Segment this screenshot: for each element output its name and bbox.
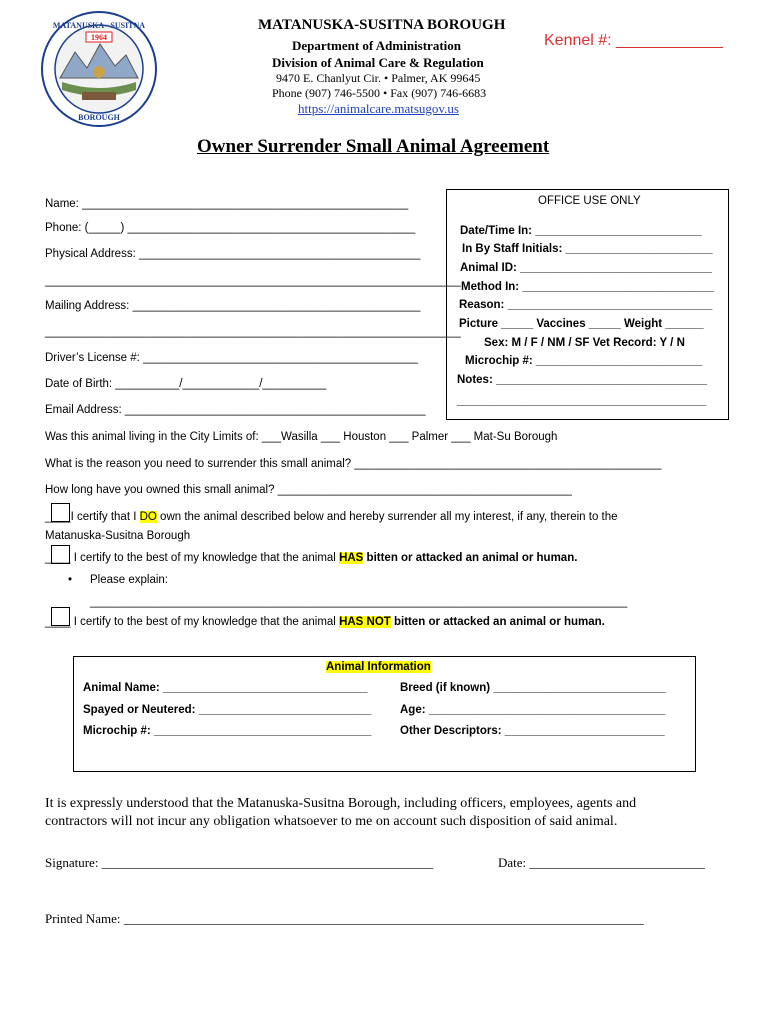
office-notes[interactable]: Notes: _________________________________ <box>457 374 708 386</box>
surrender-reason-question[interactable]: What is the reason you need to surrender this small animal? ________________________________________________ <box>45 458 662 470</box>
certify-not-bitten-highlight: HAS NOT <box>339 616 391 628</box>
office-notes-line2[interactable]: _______________________________________ <box>457 395 707 407</box>
certify-bitten-prefix: ____ I certify to the best of my knowledge that the animal <box>45 552 340 564</box>
mailing-address-field[interactable]: Mailing Address: _____________________________________________ <box>45 300 421 312</box>
office-datetime-in[interactable]: Date/Time In: __________________________ <box>460 225 702 237</box>
animal-name-field[interactable]: Animal Name: ________________________________ <box>83 682 368 694</box>
email-field[interactable]: Email Address: _______________________________________________ <box>45 404 426 416</box>
office-staff-initials[interactable]: In By Staff Initials: _______________________ <box>462 243 713 255</box>
department: Department of Administration <box>292 38 461 53</box>
age-field[interactable]: Age: _____________________________________ <box>400 704 666 716</box>
division: Division of Animal Care & Regulation <box>272 55 484 70</box>
office-picture-vaccines-weight[interactable]: Picture _____ Vaccines _____ Weight ______ <box>459 318 704 330</box>
kennel-number: Kennel #: ____________ <box>544 32 723 49</box>
ownership-duration-question[interactable]: How long have you owned this small animal? ______________________________________________ <box>45 484 572 496</box>
certify-own-statement <box>45 511 618 523</box>
org-name: MATANUSKA-SUSITNA BOROUGH <box>258 17 506 33</box>
certify-bitten-suffix: bitten or attacked an animal or human. <box>363 552 578 564</box>
signature-field[interactable]: Signature: ___________________________________________________ <box>45 855 434 870</box>
svg-text:1964: 1964 <box>91 33 107 42</box>
please-explain-label: Please explain: <box>90 574 168 586</box>
mailing-address-line2[interactable]: _________________________________________________________________ <box>45 326 461 338</box>
bullet-icon: • <box>68 574 73 586</box>
office-animal-id[interactable]: Animal ID: ______________________________ <box>460 262 712 274</box>
form-title: Owner Surrender Small Animal Agreement <box>197 136 550 157</box>
certify-not-bitten-prefix: ____ I certify to the best of my knowledge that the animal <box>45 616 340 628</box>
disclaimer-line1: It is expressly understood that the Matanuska-Susitna Borough, including officers, employees, agents and <box>45 796 637 811</box>
certify-bitten-statement <box>45 552 577 564</box>
certify-bitten-highlight: HAS <box>339 552 364 564</box>
phone-fax: Phone (907) 746-5500 • Fax (907) 746-6683 <box>272 86 487 100</box>
animal-info-title: Animal Information <box>326 661 431 673</box>
office-method-in[interactable]: Method In: ______________________________ <box>461 281 715 293</box>
office-use-title: OFFICE USE ONLY <box>538 195 641 207</box>
date-of-birth-field[interactable]: Date of Birth: __________/____________/__________ <box>45 378 327 390</box>
certify-own-suffix: own the animal described below and hereby surrender all my interest, if any, therein to the <box>156 511 618 523</box>
printed-name-field[interactable]: Printed Name: ________________________________________________________________________________ <box>45 911 644 926</box>
office-address: 9470 E. Chanlyut Cir. • Palmer, AK 99645 <box>276 71 481 85</box>
website-link[interactable]: https://animalcare.matsugov.us <box>298 101 459 116</box>
certify-not-bitten-suffix: bitten or attacked an animal or human. <box>390 616 605 628</box>
drivers-license-field[interactable]: Driver’s License #: ___________________________________________ <box>45 352 419 364</box>
borough-seal <box>40 10 158 128</box>
certify-own-prefix: ____I certify that I <box>45 511 140 523</box>
certify-not-bitten-statement <box>45 616 605 628</box>
name-field[interactable]: Name: ___________________________________________________ <box>45 198 409 210</box>
please-explain-line[interactable]: ____________________________________________________________________________________ <box>90 596 628 608</box>
certify-own-highlight: DO <box>139 511 157 523</box>
office-microchip[interactable]: Microchip #: __________________________ <box>465 355 703 367</box>
animal-microchip-field[interactable]: Microchip #: __________________________________ <box>83 725 372 737</box>
breed-field[interactable]: Breed (if known) ___________________________ <box>400 682 666 694</box>
svg-text:BOROUGH: BOROUGH <box>78 113 120 122</box>
office-reason[interactable]: Reason: ________________________________ <box>459 299 713 311</box>
svg-text:MATANUSKA · SUSITNA: MATANUSKA · SUSITNA <box>52 21 146 30</box>
city-limits-question[interactable]: Was this animal living in the City Limits of: ___Wasilla ___ Houston ___ Palmer ___ Mat-Su Borough <box>45 431 558 443</box>
spayed-neutered-field[interactable]: Spayed or Neutered: ___________________________ <box>83 704 372 716</box>
other-descriptors-field[interactable]: Other Descriptors: _________________________ <box>400 725 665 737</box>
physical-address-field[interactable]: Physical Address: ____________________________________________ <box>45 248 421 260</box>
certify-own-line2: Matanuska-Susitna Borough <box>45 530 191 542</box>
physical-address-line2[interactable]: _________________________________________________________________ <box>45 275 461 287</box>
phone-field[interactable]: Phone: (_____) _____________________________________________ <box>45 222 416 234</box>
disclaimer-line2: contractors will not incur any obligation whatsoever to me on account such disposition of said animal. <box>45 814 618 829</box>
office-sex-vet-record[interactable]: Sex: M / F / NM / SF Vet Record: Y / N <box>484 337 685 349</box>
date-field[interactable]: Date: ___________________________ <box>498 855 705 870</box>
